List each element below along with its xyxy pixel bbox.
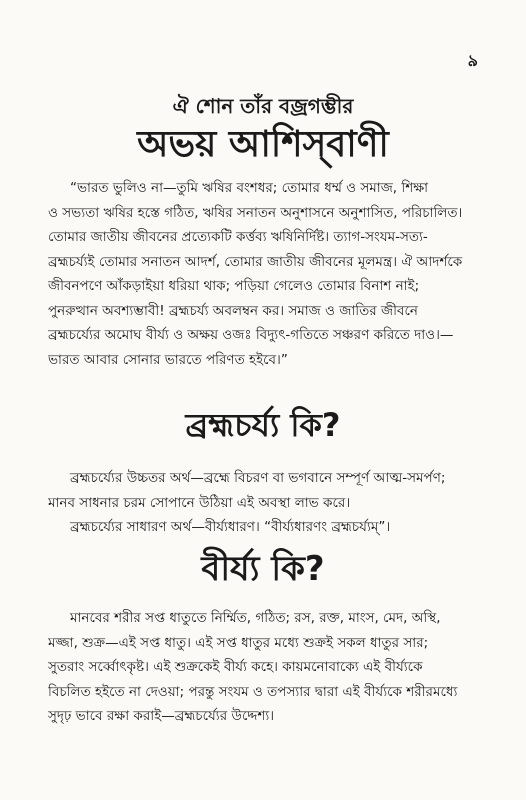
intro-line: ঐ শোন তাঁর বজ্রগম্ভীর	[172, 94, 354, 118]
paragraph-line: ভারত আবার সোনার ভারতে পরিণত হইবে।”	[48, 351, 288, 368]
paragraph-line: সুতরাং সর্ব্বোৎকৃষ্ট। এই শুক্রকেই বীর্য্য কহে। কায়মনোবাক্যে এই বীর্য্যকে	[48, 659, 423, 675]
paragraph-line: পুনরুত্থান অবশ্যম্ভাবী! ব্রহ্মচর্য্য অবলম্বন কর। সমাজ ও জাতির জীবনে	[48, 302, 418, 319]
paragraph-line: ব্রহ্মচর্য্যই তোমার সনাতন আদর্শ, তোমার জাতীয় জীবনের মূলমন্ত্র। ঐ আদর্শকে	[48, 253, 463, 270]
paragraph-line: “ভারত ভুলিও না—তুমি ঋষির বংশধর; তোমার ধর্ম্ম ও সমাজ, শিক্ষা	[70, 180, 429, 196]
section2-paragraph	[48, 466, 484, 540]
paragraph-line: ব্রহ্মচর্য্যের অমোঘ বীর্য্য ও অক্ষয় ওজঃ বিদ্যুৎ-গতিতে সঞ্চরণ করিতে দাও।—	[48, 327, 454, 343]
paragraph-line: ব্রহ্মচর্য্যের সাধারণ অর্থ—বীর্য্যধারণ। “বীর্য্যধারণং ব্রহ্মচর্য্যম্”।	[70, 519, 391, 535]
paragraph-line: বিচলিত হইতে না দেওয়া; পরন্তু সংযম ও তপস্যার দ্বারা এই বীর্য্যকে শরীরমধ্যে	[48, 683, 458, 700]
section2-heading: ব্রহ্মচর্য্য কি?	[185, 406, 341, 444]
paragraph-line: মজ্জা, শুক্র—এই সপ্ত ধাতু। এই সপ্ত ধাতুর মধ্যে শুক্রই সকল ধাতুর সার;	[48, 634, 429, 651]
paragraph-line: ব্রহ্মচর্য্যের উচ্চতর অর্থ—ব্রহ্মে বিচরণ বা ভগবানে সম্পূর্ণ আত্ম-সমর্পণ;	[70, 470, 446, 486]
section1-paragraph	[48, 176, 484, 372]
section3-paragraph	[48, 606, 484, 729]
section3-heading: বীর্য্য কি?	[201, 549, 325, 589]
paragraph-line: জীবনপণে আঁকড়াইয়া ধরিয়া থাক; পড়িয়া গেলেও তোমার বিনাশ নাই;	[48, 278, 420, 294]
section1-heading: অভয় আশিস্‌বাণী	[137, 124, 389, 165]
paragraph-line: মানব সাধনার চরম সোপানে উঠিয়া এই অবস্থা লাভ করে।	[48, 494, 351, 511]
page-number: ৯	[467, 51, 478, 70]
paragraph-line: ও সভ্যতা ঋষির হস্তে গঠিত, ঋষির সনাতন অনুশাসনে অনুশাসিত, পরিচালিত।	[48, 204, 463, 221]
paragraph-line: মানবের শরীর সপ্ত ধাতুতে নির্ম্মিত, গঠিত; রস, রক্ত, মাংস, মেদ, অস্থি,	[70, 610, 441, 626]
paragraph-line: তোমার জাতীয় জীবনের প্রত্যেকটি কর্ত্তব্য ঋষিনির্দিষ্ট। ত্যাগ-সংযম-সত্য-	[48, 229, 428, 245]
paragraph-line: সুদৃঢ় ভাবে রক্ষা করাই—ব্রহ্মচর্য্যের উদ্দেশ্য।	[48, 708, 275, 724]
